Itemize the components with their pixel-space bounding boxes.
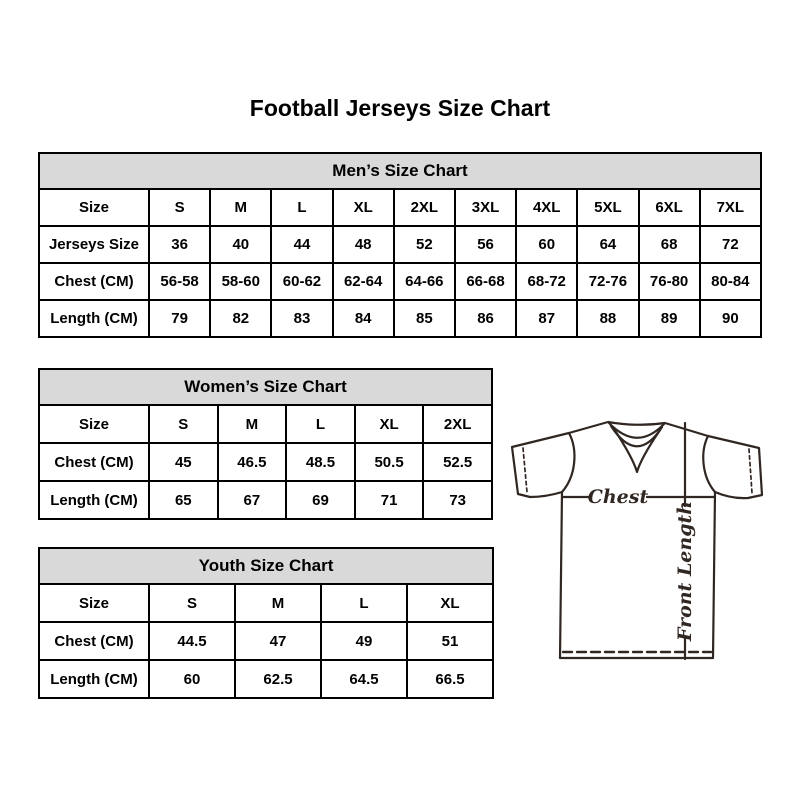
table-cell: 64-66 (394, 263, 455, 300)
page-title: Football Jerseys Size Chart (249, 95, 551, 121)
table-cell: 62-64 (333, 263, 394, 300)
table-cell: 44 (271, 226, 332, 263)
table-cell: 84 (333, 300, 394, 337)
table-cell: XL (333, 189, 394, 226)
row-label: Size (39, 405, 149, 443)
table-cell: 64.5 (321, 660, 407, 698)
table-title-row (39, 369, 492, 405)
chest-label: Chest (587, 486, 649, 508)
row-label: Chest (CM) (39, 263, 149, 300)
table-cell: 62.5 (235, 660, 321, 698)
row-label: Chest (CM) (39, 443, 149, 481)
table-cell: 76-80 (639, 263, 700, 300)
table-row (39, 584, 493, 622)
table-cell: 65 (149, 481, 218, 519)
table-title: Women’s Size Chart (39, 369, 492, 405)
table-cell: 6XL (639, 189, 700, 226)
table-cell: 52 (394, 226, 455, 263)
table-title: Men’s Size Chart (39, 153, 761, 189)
table-cell: 68-72 (516, 263, 577, 300)
row-label: Size (39, 189, 149, 226)
table-cell: 73 (423, 481, 492, 519)
table-cell: 64 (577, 226, 638, 263)
table-row (39, 300, 761, 337)
row-label: Chest (CM) (39, 622, 149, 660)
table-cell: L (271, 189, 332, 226)
table-cell: 60 (516, 226, 577, 263)
table-row (39, 481, 492, 519)
row-label: Length (CM) (39, 300, 149, 337)
table-cell: 45 (149, 443, 218, 481)
table-cell: 48 (333, 226, 394, 263)
table-cell: 68 (639, 226, 700, 263)
table-cell: 89 (639, 300, 700, 337)
table-cell: 72-76 (577, 263, 638, 300)
table-cell: 47 (235, 622, 321, 660)
table-cell: M (235, 584, 321, 622)
table-cell: 56-58 (149, 263, 210, 300)
table-row (39, 263, 761, 300)
table-cell: 46.5 (218, 443, 287, 481)
table-title-row (39, 548, 493, 584)
table-cell: 60 (149, 660, 235, 698)
table-row (39, 189, 761, 226)
row-label: Length (CM) (39, 660, 149, 698)
table-cell: 51 (407, 622, 493, 660)
table-cell: XL (355, 405, 424, 443)
table-cell: 69 (286, 481, 355, 519)
table-cell: 83 (271, 300, 332, 337)
table-cell: 2XL (423, 405, 492, 443)
table-cell: 3XL (455, 189, 516, 226)
row-label: Jerseys Size (39, 226, 149, 263)
table-cell: 4XL (516, 189, 577, 226)
table-cell: 67 (218, 481, 287, 519)
jersey-diagram-svg (500, 400, 780, 680)
table-row (39, 443, 492, 481)
table-cell: 82 (210, 300, 271, 337)
table-cell: 79 (149, 300, 210, 337)
front-length-label: Front Length (674, 500, 696, 642)
jersey-measurement-diagram (500, 400, 780, 680)
table-row (39, 226, 761, 263)
table-cell: 36 (149, 226, 210, 263)
table-cell: 71 (355, 481, 424, 519)
table-cell: XL (407, 584, 493, 622)
youth-size-table (38, 547, 494, 699)
table-cell: 80-84 (700, 263, 761, 300)
row-label: Size (39, 584, 149, 622)
table-cell: 60-62 (271, 263, 332, 300)
table-cell: M (218, 405, 287, 443)
table-cell: 2XL (394, 189, 455, 226)
table-cell: 48.5 (286, 443, 355, 481)
table-cell: S (149, 584, 235, 622)
table-cell: S (149, 405, 218, 443)
table-cell: 5XL (577, 189, 638, 226)
table-cell: 52.5 (423, 443, 492, 481)
table-cell: 40 (210, 226, 271, 263)
womens-size-table (38, 368, 493, 520)
mens-size-table (38, 152, 762, 338)
table-cell: 87 (516, 300, 577, 337)
table-cell: 88 (577, 300, 638, 337)
table-row (39, 405, 492, 443)
table-cell: 85 (394, 300, 455, 337)
table-cell: L (321, 584, 407, 622)
table-cell: 56 (455, 226, 516, 263)
table-cell: 49 (321, 622, 407, 660)
table-cell: 86 (455, 300, 516, 337)
table-title-row (39, 153, 761, 189)
table-cell: 90 (700, 300, 761, 337)
table-cell: 7XL (700, 189, 761, 226)
table-cell: 72 (700, 226, 761, 263)
table-row (39, 622, 493, 660)
table-row (39, 660, 493, 698)
table-cell: 44.5 (149, 622, 235, 660)
jersey-outline (512, 422, 762, 658)
table-cell: 66-68 (455, 263, 516, 300)
table-cell: 50.5 (355, 443, 424, 481)
table-cell: 66.5 (407, 660, 493, 698)
table-cell: L (286, 405, 355, 443)
table-cell: M (210, 189, 271, 226)
table-cell: S (149, 189, 210, 226)
table-cell: 58-60 (210, 263, 271, 300)
table-title: Youth Size Chart (39, 548, 493, 584)
row-label: Length (CM) (39, 481, 149, 519)
